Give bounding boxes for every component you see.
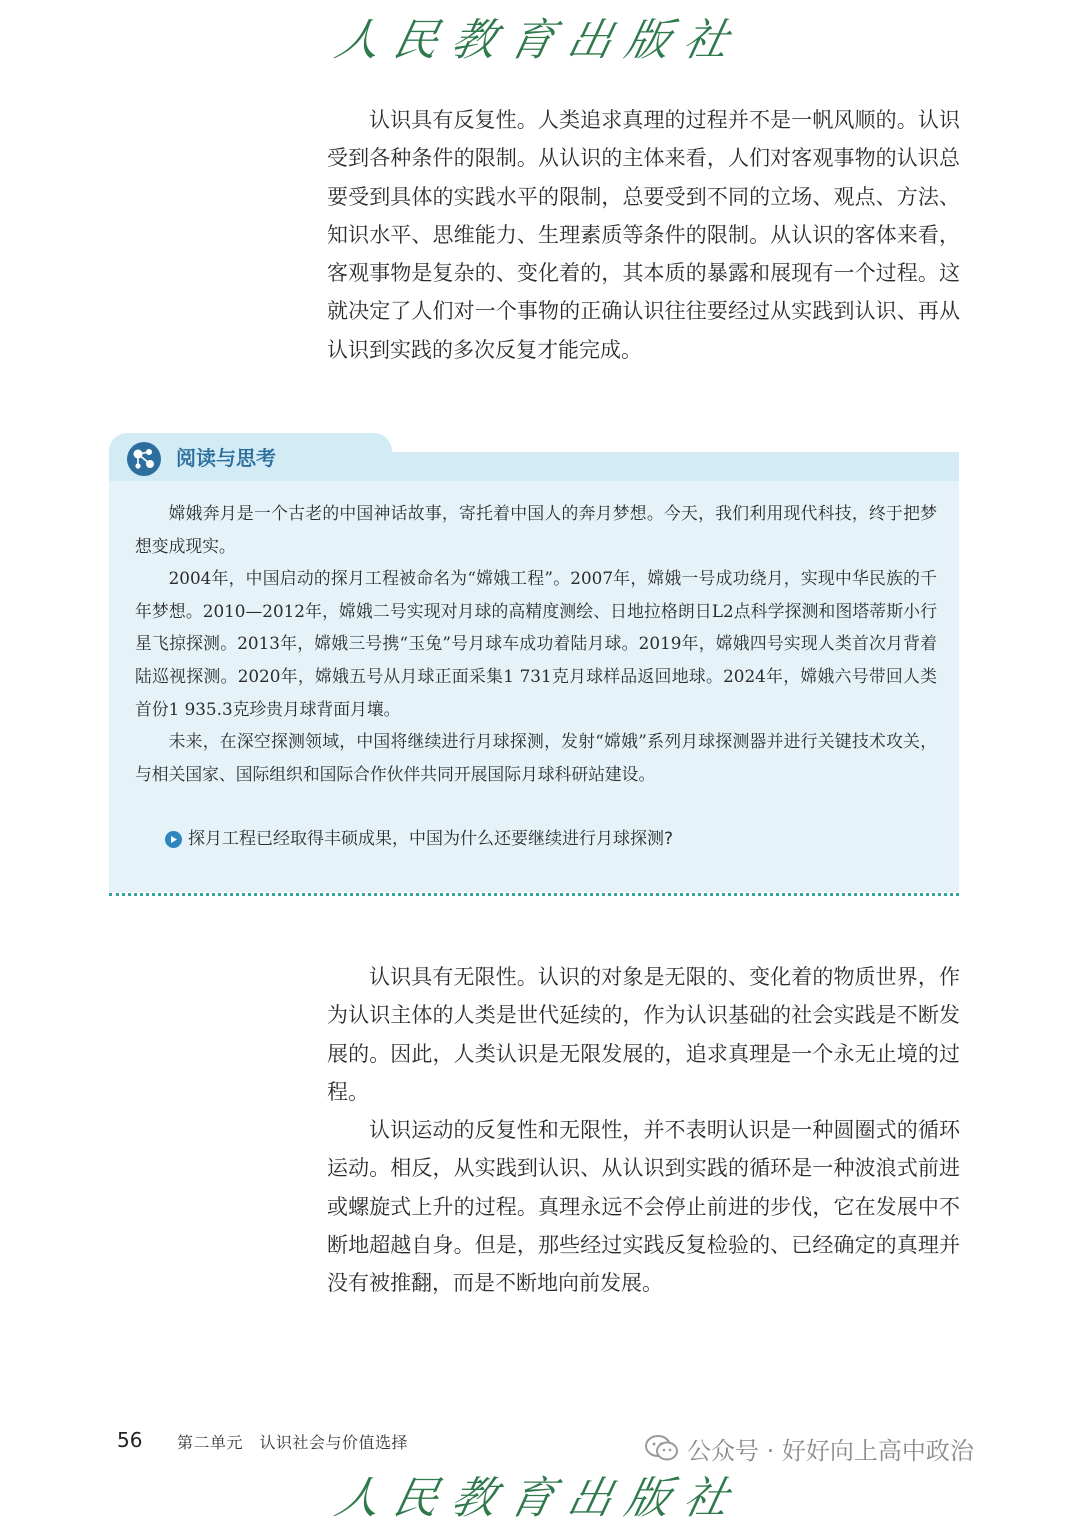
reading-box-title: 阅读与思考 bbox=[176, 446, 276, 470]
section-infiniteness bbox=[327, 958, 960, 1303]
publisher-watermark-bottom: 人民教育出版社 bbox=[330, 1473, 748, 1524]
chapter-title: 第二单元 认识社会与价值选择 bbox=[177, 1433, 409, 1452]
paragraph: 认识运动的反复性和无限性，并不表明认识是一种圆圈式的循环运动。相反，从实践到认识、从认识到实践的循环是一种波浪式前进或螺旋式上升的过程。真理永远不会停止前进的步伐，它在发展中不断地超越自身。但是，那些经过实践反复检验的、已经确定的真理并没有被推翻，而是不断地向前发展。 bbox=[327, 1118, 960, 1296]
molecule-icon bbox=[125, 440, 163, 478]
reading-paragraph: 未来，在深空探测领域，中国将继续进行月球探测，发射“嫦娥”系列月球探测器并进行关键技术攻关，与相关国家、国际组织和国际合作伙伴共同开展国际月球科研站建设。 bbox=[135, 731, 937, 784]
page-number: 56 bbox=[117, 1428, 143, 1452]
reading-paragraph: 2004年，中国启动的探月工程被命名为“嫦娥工程”。2007年，嫦娥一号成功绕月，实现中华民族的千年梦想。2010—2012年，嫦娥二号实现对月球的高精度测绘、日地拉格朗日L2点科学探测和图塔蒂斯小行星飞掠探测。2013年，嫦娥三号携“玉兔”号月球车成功着陆月球。2019年，嫦娥四号实现人类首次月背着陆巡视探测。2020年，嫦娥五号从月球正面采集1 731克月球样品返回地球。2024年，嫦娥六号带回人类首份1 935.3克珍贵月球背面月壤。 bbox=[135, 568, 937, 719]
reading-question bbox=[165, 826, 945, 852]
play-arrow-icon bbox=[165, 831, 182, 848]
question-text: 探月工程已经取得丰硕成果，中国为什么还要继续进行月球探测? bbox=[188, 829, 674, 849]
reading-paragraph: 嫦娥奔月是一个古老的中国神话故事，寄托着中国人的奔月梦想。今天，我们利用现代科技，终于把梦想变成现实。 bbox=[135, 503, 937, 556]
wechat-account-label bbox=[645, 1430, 1055, 1466]
paragraph: 认识具有反复性。人类追求真理的过程并不是一帆风顺的。认识受到各种条件的限制。从认识的主体来看，人们对客观事物的认识总要受到具体的实践水平的限制，总要受到不同的立场、观点、方法、知识水平、思维能力、生理素质等条件的限制。从认识的客体来看，客观事物是复杂的、变化着的，其本质的暴露和展现有一个过程。这就决定了人们对一个事物的正确认识往往要经过从实践到认识、再从认识到实践的多次反复才能完成。 bbox=[327, 108, 960, 362]
wechat-label-text: 公众号 · 好好向上高中政治 bbox=[687, 1436, 974, 1465]
reading-box-body bbox=[135, 497, 937, 790]
publisher-watermark-top: 人民教育出版社 bbox=[330, 15, 748, 66]
dotted-divider bbox=[109, 893, 959, 896]
section-repetitiveness bbox=[327, 101, 960, 369]
paragraph: 认识具有无限性。认识的对象是无限的、变化着的物质世界，作为认识主体的人类是世代延续的，作为认识基础的社会实践是不断发展的。因此，人类认识是无限发展的，追求真理是一个永无止境的过程。 bbox=[327, 965, 960, 1104]
wechat-icon bbox=[645, 1433, 679, 1463]
